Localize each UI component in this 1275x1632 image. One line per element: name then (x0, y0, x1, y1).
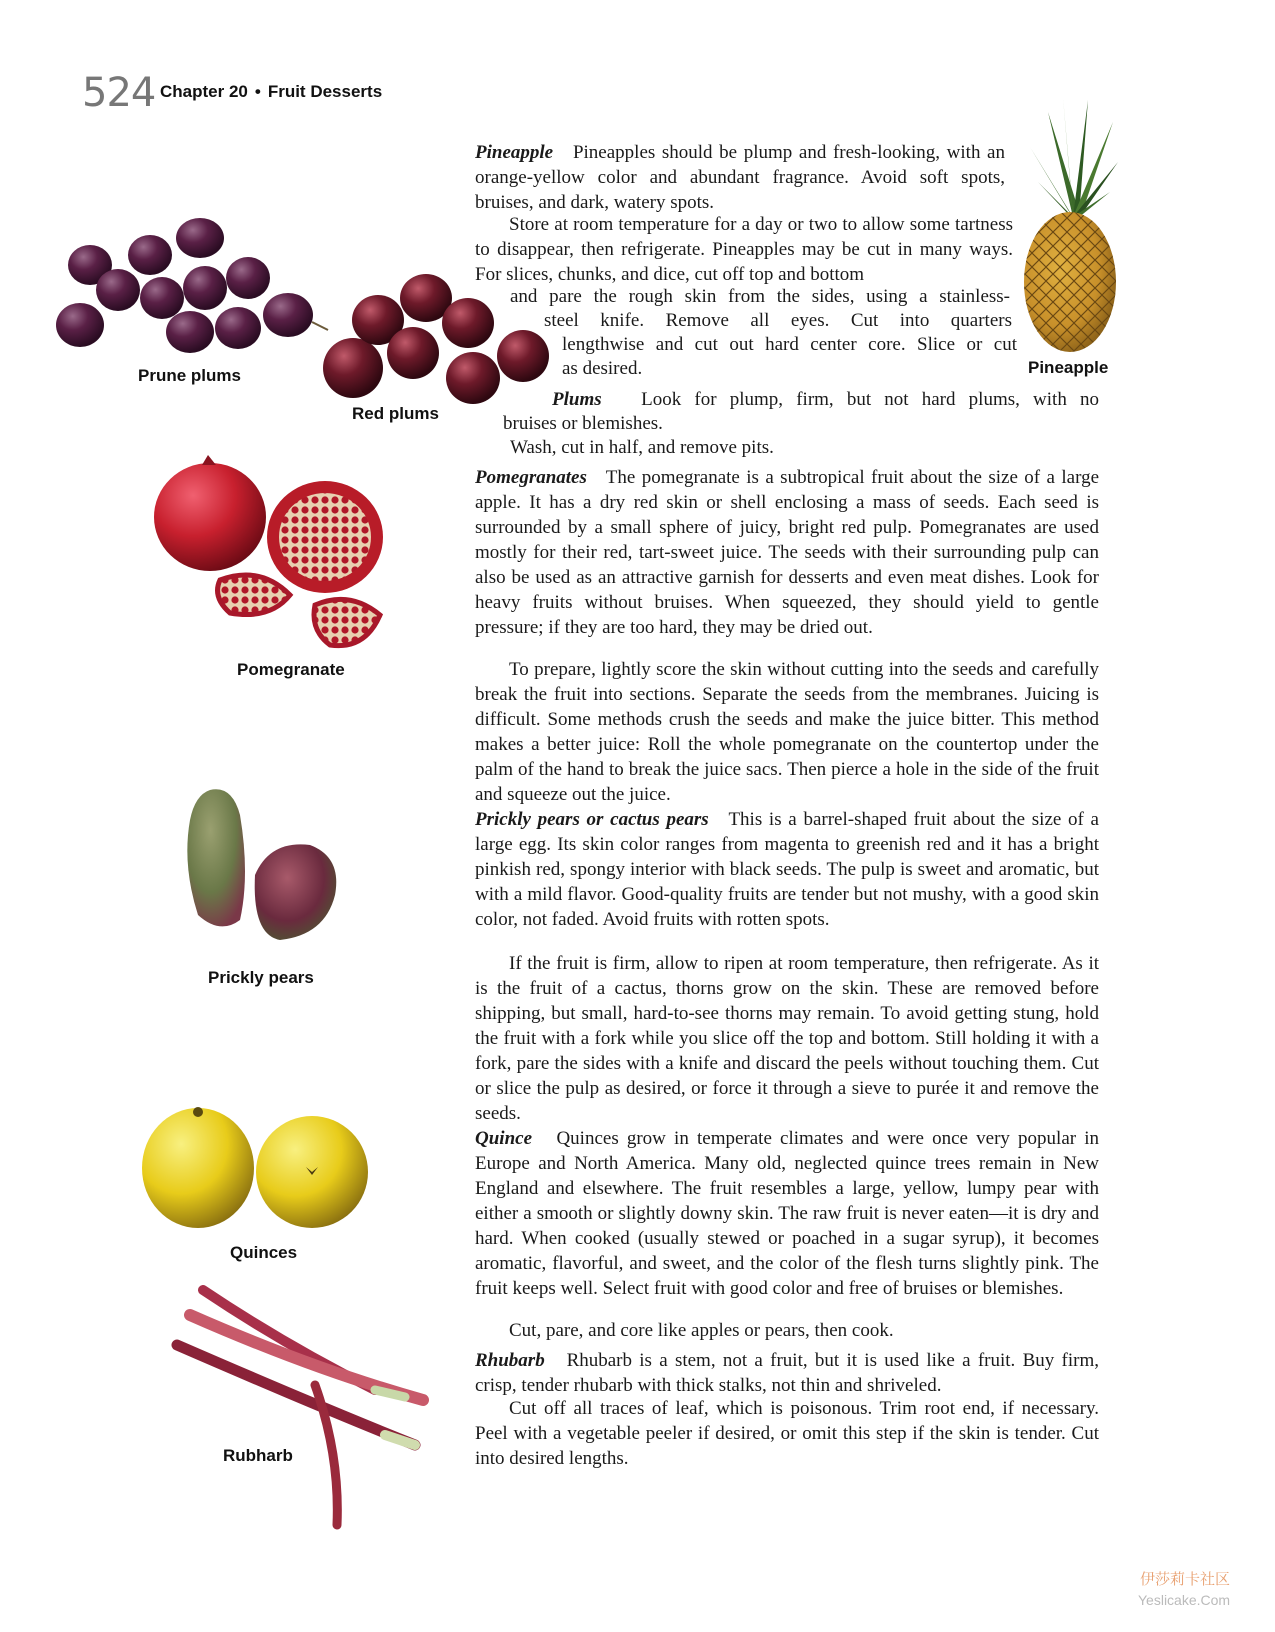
pineapple-paragraph-2a: Store at room temperature for a day or two to allow some tartness to disappear, then refrigerate. Pineapples may be cut in many ways. For slices, chunks, and dice, cut off top and bottom (475, 214, 1013, 285)
caption-prune-plums: Prune plums (138, 366, 241, 385)
quince-paragraph-2: Cut, pare, and core like apples or pears, then cook. (509, 1320, 894, 1341)
page-number: 524 (82, 70, 156, 116)
plums-paragraph-1b: bruises or blemishes. (503, 413, 663, 434)
caption-pomegranate: Pomegranate (237, 660, 345, 679)
pineapple-paragraph-2e: as desired. (562, 358, 643, 379)
plums-paragraph-1a: Plums Look for plump, firm, but not hard plums, with no (552, 389, 1099, 410)
pineapple-paragraph-2d: lengthwise and cut out hard center core. Slice or cut (562, 334, 1017, 355)
prickly-pears-paragraph-2: If the fruit is firm, allow to ripen at room temperature, then refrigerate. As it is the fruit of a cactus, thorns grow on the skin. These are removed before shipping, but small, hard-to-see thorns may remain. To avoid getting stung, hold the fruit with a fork while you slice off the top and bottom. Still holding it with a fork, pare the sides with a knife and discard the peels without touching them. Cut or slice the pulp as desired, or force it through a sieve to purée it and remove the seeds. (475, 953, 1099, 1124)
separator-dot: • (254, 82, 261, 101)
quince-heading: Quince (475, 1128, 532, 1149)
pomegranates-paragraph-1: Pomegranates The pomegranate is a subtropical fruit about the size of a large apple. It has a dry red skin or shell enclosing a mass of seeds. Each seed is surrounded by a small sphere of juicy, bright red pulp. Pomegranates are used mostly for their red, tart-sweet juice. The seeds with their surrounding pulp can also be used as an attractive garnish for desserts and even meat dishes. Look for heavy fruits without bruises. When squeezed, they should yield to gentle pressure; if they are too hard, they may be dried out. (475, 467, 1099, 638)
prune-plums-illustration (50, 210, 340, 360)
rhubarb-paragraph-1: Rhubarb Rhubarb is a stem, not a fruit, but it is used like a fruit. Buy firm, crisp, tender rhubarb with thick stalks, not thin and shriveled. (475, 1350, 1099, 1396)
pineapple-paragraph-2c: steel knife. Remove all eyes. Cut into quarters (544, 310, 1012, 331)
section-label: Fruit Desserts (267, 82, 383, 101)
caption-rhubarb: Rubharb (223, 1446, 293, 1465)
pineapple-paragraph-1: Pineapple Pineapples should be plump and fresh-looking, with an orange-yellow color and abundant fragrance. Avoid soft spots, bruises, and dark, watery spots. (475, 142, 1005, 213)
caption-red-plums: Red plums (352, 404, 439, 423)
plums-paragraph-2: Wash, cut in half, and remove pits. (510, 437, 774, 458)
pomegranates-paragraph-2: To prepare, lightly score the skin without cutting into the seeds and carefully break the fruit into sections. Separate the seeds from the membranes. Juicing is difficult. Some methods crush the seeds and make the juice bitter. This method makes a better juice: Roll the whole pomegranate on the countertop under the palm of the hand to break the juice sacs. Then pierce a hole in the side of the fruit and squeeze out the juice. (475, 659, 1099, 805)
pineapple-illustration (1018, 92, 1128, 357)
caption-prickly-pears: Prickly pears (208, 968, 314, 987)
prickly-pears-illustration (180, 785, 350, 950)
plums-heading: Plums (552, 389, 602, 410)
rhubarb-paragraph-2: Cut off all traces of leaf, which is poisonous. Trim root end, if necessary. Peel with a vegetable peeler if desired, or omit this step if the skin is tender. Cut into desired lengths. (475, 1398, 1099, 1469)
pomegranate-illustration (150, 455, 390, 655)
running-head (160, 82, 382, 102)
pomegranates-heading: Pomegranates (475, 467, 587, 488)
watermark-chinese: 伊莎莉卡社区 (1140, 1570, 1231, 1588)
rhubarb-illustration (165, 1285, 435, 1530)
caption-quinces: Quinces (230, 1243, 298, 1262)
chapter-label: Chapter 20 (160, 82, 248, 101)
pineapple-heading: Pineapple (475, 142, 554, 163)
caption-pineapple: Pineapple (1028, 358, 1109, 377)
pineapple-paragraph-2b: and pare the rough skin from the sides, using a stainless- (510, 286, 1010, 307)
watermark-url: Yeslicake.Com (1138, 1592, 1231, 1608)
prickly-pears-paragraph-1: Prickly pears or cactus pears This is a barrel-shaped fruit about the size of a large egg. Its skin color ranges from magenta to greenish red and it has a bright pinkish red, spongy interior with black seeds. The pulp is sweet and aromatic, but with a mild flavor. Good-quality fruits are tender but not mushy, with a good skin color, not faded. Avoid fruits with rotten spots. (475, 809, 1099, 930)
quince-paragraph-1: Quince Quinces grow in temperate climates and were once very popular in Europe and North America. Many old, neglected quince trees remain in New England and elsewhere. The fruit resembles a large, yellow, lumpy pear with either a smooth or slightly downy skin. The raw fruit is never eaten—it is dry and hard. When cooked (usually stewed or poached in a sugar syrup), it becomes aromatic, flavorful, and sweet, and the color of the flesh turns slightly pink. The fruit keeps well. Select fruit with good color and free of bruises or blemishes. (475, 1128, 1100, 1299)
quinces-illustration (140, 1100, 375, 1230)
prickly-pears-heading: Prickly pears or cactus pears (475, 809, 709, 830)
rhubarb-heading: Rhubarb (475, 1350, 545, 1371)
